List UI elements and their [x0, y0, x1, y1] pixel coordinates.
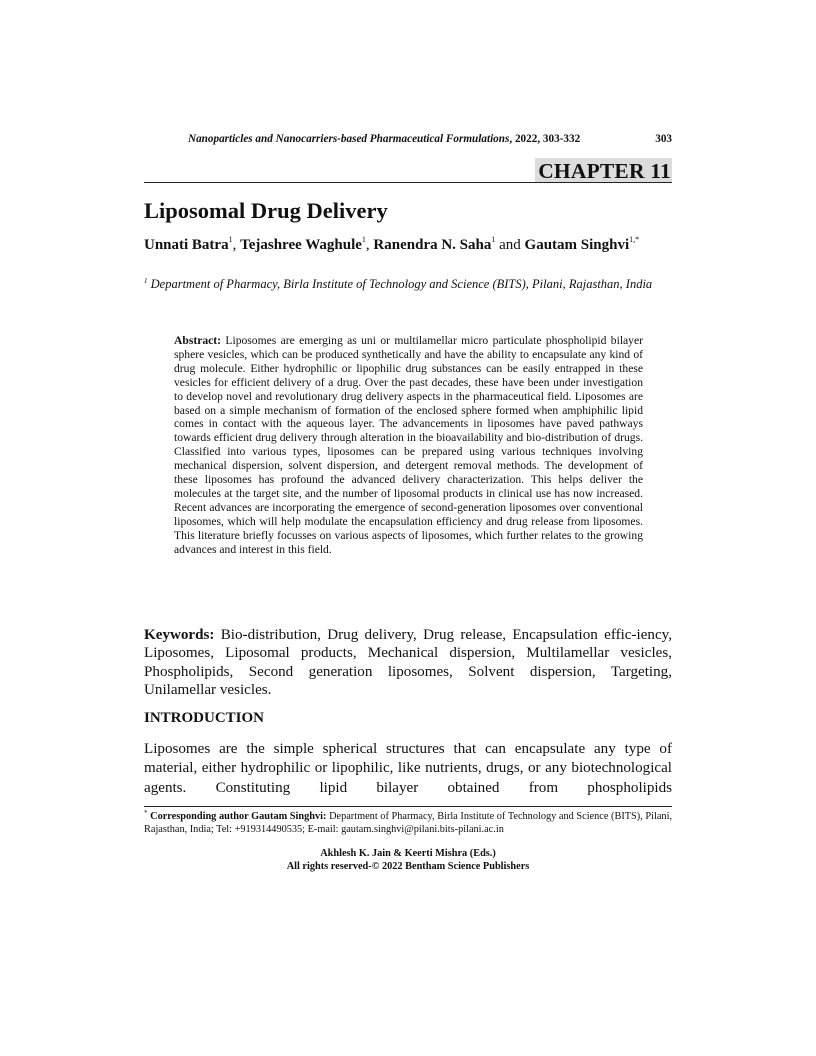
author-list: Unnati Batra$^1$, Tejashree Waghule$^1$, Ranendra N. Saha$^1$ and Gautam Singhvi$^{1,*}$ — [144, 235, 640, 253]
rights-line: All rights reserved-© 2022 Bentham Science Publishers — [286, 860, 530, 872]
publisher-info — [144, 848, 672, 873]
chapter-title: Liposomal Drug Delivery — [144, 198, 388, 223]
keywords — [144, 626, 672, 699]
affiliation-text: Department of Pharmacy, Birla Institute of Technology and Science (BITS), Pilani, Rajasthan, India — [150, 277, 653, 291]
footnote — [144, 811, 672, 836]
journal-pages: , 2022, 303-332 — [509, 133, 581, 145]
authors-conjunction: and — [499, 237, 521, 253]
author-affiliation-mark: 1 — [491, 235, 496, 244]
chapter-rule — [144, 182, 672, 183]
running-header — [144, 133, 672, 149]
footnote-rule — [144, 806, 672, 807]
abstract-label: Abstract: — [174, 334, 222, 347]
footnote-text: Department of Pharmacy, Birla Institute of Technology and Science (BITS), Pilani, Rajasthan, India; Tel: +919314490535; E-mail: gautam.singhvi@pilani.bits-pilani.ac.in — [144, 811, 673, 835]
affiliation-mark: 1 — [144, 277, 148, 285]
chapter-label: CHAPTER 11 — [535, 158, 672, 183]
footnote-label: Corresponding author Gautam Singhvi: — [150, 811, 327, 822]
section-heading-introduction: INTRODUCTION — [144, 710, 265, 726]
editors-line: Akhlesh K. Jain & Keerti Mishra (Eds.) — [320, 848, 496, 859]
abstract — [174, 334, 643, 557]
author-affiliation-mark: 1 — [228, 235, 233, 244]
author-name: Ranendra N. Saha — [373, 237, 492, 253]
journal-title: Nanoparticles and Nanocarriers-based Pharmaceutical Formulations, 2022, 303-332 — [188, 133, 581, 145]
author-affiliation-mark: 1,* — [629, 235, 640, 244]
author-name: Tejashree Waghule — [240, 237, 362, 253]
author-name: Unnati Batra — [144, 237, 229, 253]
affiliation — [144, 276, 672, 292]
keywords-text: Bio-distribution, Drug delivery, Drug release, Encapsulation effic-iency, Liposomes, Liposomal products, Mechanical dispersion, Multilamellar vesicles, Phospholipids, Second generation liposomes, Solvent dispersion, Targeting, Unilamellar vesicles. — [144, 627, 672, 698]
page-number: 303 — [655, 133, 672, 145]
author-name: Gautam Singhvi — [524, 237, 630, 253]
footnote-marker: * — [144, 809, 148, 817]
keywords-label: Keywords: — [144, 627, 215, 643]
abstract-text: Liposomes are emerging as uni or multilamellar micro particulate phospholipid bilayer sphere vesicles, which can be produced synthetically and have the ability to encapsulate any kind of drug molecule. Either hydrophilic or lipophilic drug substances can be easily entrapped in these vesicles for efficient delivery of a drug. Over the past decades, these have been under investigation to develop novel and revolutionary drug delivery aspects in the pharmaceutical field. Liposomes are based on a simple mechanism of formation of the enclosed sphere formed when amphiphilic lipid comes in contact with the aqueous layer. The advancements in liposomes have paved pathways towards efficient drug delivery through alteration in the bioavailability and bio-distribution of drugs. Classified into various types, liposomes can be prepared using various techniques involving mechanical dispersion, solvent dispersion, and detergent removal methods. The development of these liposomes has profound the advanced delivery characterization. This helps deliver the molecules at the target site, and the number of liposomal products in clinical use has now increased. Recent advances are incorporating the emergence of second-generation liposomes over conventional liposomes, which will help modulate the encapsulation efficiency and drug release from liposomes. This literature briefly focusses on various aspects of liposomes, which further relates to the growing advances and interest in this field. — [174, 334, 643, 556]
author-affiliation-mark: 1 — [361, 235, 366, 244]
introduction-paragraph: Liposomes are the simple spherical structures that can encapsulate any type of material, either hydrophilic or lipophilic, like nutrients, drugs, or any biotechnological agents. Constituting lipid bilayer obtained from phospholipids — [144, 741, 672, 796]
